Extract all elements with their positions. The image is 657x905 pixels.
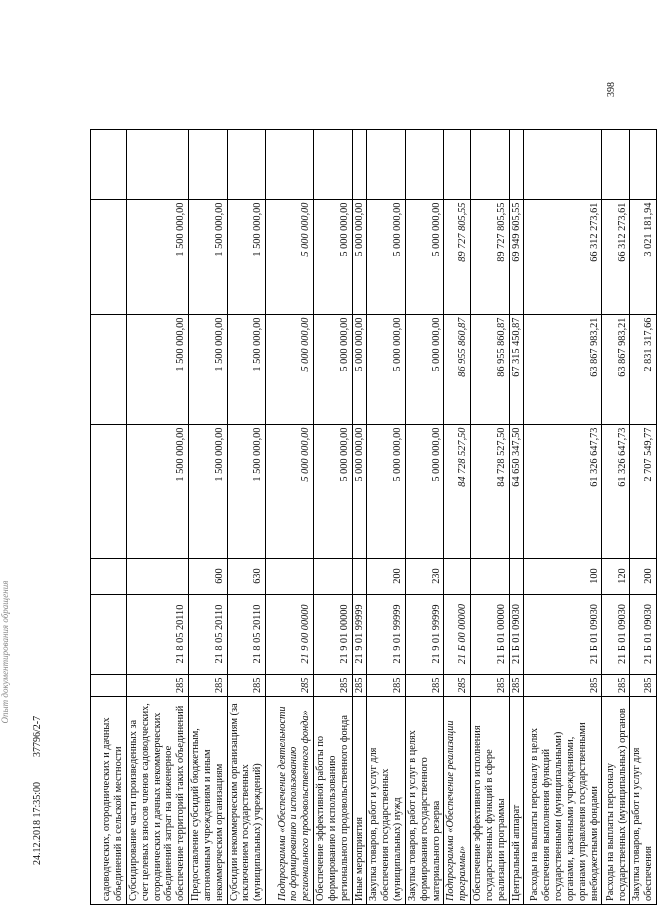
row-name-cell: Подпрограмма «Обеспечение реализации программы»: [444, 697, 471, 905]
row-amount-2019-cell: 5 000 000,00: [266, 424, 314, 558]
row-empty-cell: [405, 129, 443, 199]
row-type-cell: [444, 558, 471, 594]
row-amount-2020-cell: 67 315 450,87: [509, 314, 524, 424]
row-type-cell: 230: [405, 558, 443, 594]
row-target-cell: 21 9 01 00000: [314, 594, 352, 674]
row-empty-cell: [509, 129, 524, 199]
row-code-cell: 285: [314, 674, 352, 696]
row-type-cell: [352, 558, 367, 594]
footer-datetime: 24.12.2018 17:35:00: [32, 781, 43, 865]
row-name-cell: Субсидии некоммерческим организациям (за исключением государственных (муниципальных) учреждений): [227, 697, 265, 905]
row-amount-2019-cell: 64 650 347,50: [509, 424, 524, 558]
budget-table-body: [91, 129, 657, 904]
row-amount-2019-cell: 61 326 647,73: [524, 424, 602, 558]
row-target-cell: 21 Б 01 00000: [471, 594, 509, 674]
row-target-cell: 21 9 01 99999: [352, 594, 367, 674]
row-empty-cell: [189, 129, 227, 199]
row-empty-cell: [227, 129, 265, 199]
row-amount-2020-cell: 2 831 317,66: [630, 314, 657, 424]
row-amount-2020-cell: 5 000 000,00: [352, 314, 367, 424]
row-amount-2020-cell: 86 955 860,87: [471, 314, 509, 424]
row-code-cell: 285: [509, 674, 524, 696]
row-amount-2021-cell: 89 727 805,55: [444, 199, 471, 314]
row-target-cell: 21 8 05 20110: [127, 594, 189, 674]
table-row: [405, 129, 443, 904]
row-target-cell: [91, 594, 127, 674]
row-amount-2020-cell: 5 000 000,00: [314, 314, 352, 424]
row-code-cell: 285: [444, 674, 471, 696]
row-target-cell: 21 Б 01 09030: [602, 594, 630, 674]
row-target-cell: 21 8 05 20110: [189, 594, 227, 674]
row-empty-cell: [524, 129, 602, 199]
row-amount-2019-cell: 1 500 000,00: [189, 424, 227, 558]
row-amount-2019-cell: 5 000 000,00: [352, 424, 367, 558]
row-amount-2019-cell: 84 728 527,50: [471, 424, 509, 558]
row-amount-2020-cell: 5 000 000,00: [266, 314, 314, 424]
row-empty-cell: [630, 129, 657, 199]
row-type-cell: 120: [602, 558, 630, 594]
table-row: [127, 129, 189, 904]
table-row: [602, 129, 630, 904]
table-row: [367, 129, 405, 904]
row-name-cell: Предоставление субсидий бюджетным, автономным учреждениям и иным некоммерческим организациям: [189, 697, 227, 905]
row-amount-2020-cell: 86 955 860,87: [444, 314, 471, 424]
row-empty-cell: [367, 129, 405, 199]
table-row: [266, 129, 314, 904]
row-code-cell: [91, 674, 127, 696]
table-row: [352, 129, 367, 904]
row-amount-2021-cell: 5 000 000,00: [314, 199, 352, 314]
row-type-cell: [314, 558, 352, 594]
row-code-cell: 285: [266, 674, 314, 696]
row-amount-2019-cell: 2 707 549,77: [630, 424, 657, 558]
row-name-cell: Закупка товаров, работ и услуг для обеспечения: [630, 697, 657, 905]
row-amount-2021-cell: 66 312 273,61: [524, 199, 602, 314]
row-amount-2021-cell: 69 949 605,55: [509, 199, 524, 314]
row-amount-2019-cell: 1 500 000,00: [127, 424, 189, 558]
row-empty-cell: [91, 129, 127, 199]
row-type-cell: 630: [227, 558, 265, 594]
row-target-cell: 21 9 01 99999: [367, 594, 405, 674]
row-amount-2021-cell: 1 500 000,00: [227, 199, 265, 314]
row-name-cell: Обеспечение эффективного исполнения государственных функций в сфере реализации программы: [471, 697, 509, 905]
row-amount-2019-cell: 5 000 000,00: [405, 424, 443, 558]
row-type-cell: [509, 558, 524, 594]
row-amount-2021-cell: 5 000 000,00: [367, 199, 405, 314]
row-empty-cell: [314, 129, 352, 199]
row-code-cell: 285: [471, 674, 509, 696]
row-amount-2020-cell: 1 500 000,00: [227, 314, 265, 424]
row-type-cell: 200: [630, 558, 657, 594]
row-code-cell: 285: [189, 674, 227, 696]
table-row: [630, 129, 657, 904]
row-code-cell: 285: [227, 674, 265, 696]
row-type-cell: 600: [189, 558, 227, 594]
row-name-cell: Расходы на выплаты персоналу государственных (муниципальных) органов: [602, 697, 630, 905]
row-amount-2020-cell: 1 500 000,00: [127, 314, 189, 424]
table-row: [314, 129, 352, 904]
row-amount-2021-cell: 1 500 000,00: [127, 199, 189, 314]
row-code-cell: 285: [352, 674, 367, 696]
row-name-cell: Иные мероприятия: [352, 697, 367, 905]
row-target-cell: 21 Б 01 09030: [524, 594, 602, 674]
row-target-cell: 21 Б 01 09030: [509, 594, 524, 674]
document-stamp: Опыт документирования обращения: [0, 580, 10, 724]
row-target-cell: 21 9 00 00000: [266, 594, 314, 674]
row-target-cell: 21 Б 00 00000: [444, 594, 471, 674]
row-code-cell: 285: [127, 674, 189, 696]
row-name-cell: Закупка товаров, работ и услуг в целях формирования государственного материального резерва: [405, 697, 443, 905]
row-amount-2020-cell: 63 867 983,21: [524, 314, 602, 424]
row-target-cell: 21 9 01 99999: [405, 594, 443, 674]
row-code-cell: 285: [367, 674, 405, 696]
table-row: [471, 129, 509, 904]
row-amount-2019-cell: [91, 424, 127, 558]
row-amount-2019-cell: 1 500 000,00: [227, 424, 265, 558]
row-code-cell: 285: [524, 674, 602, 696]
row-empty-cell: [444, 129, 471, 199]
row-code-cell: 285: [630, 674, 657, 696]
row-amount-2020-cell: 1 500 000,00: [189, 314, 227, 424]
row-amount-2021-cell: 5 000 000,00: [352, 199, 367, 314]
row-type-cell: [471, 558, 509, 594]
row-type-cell: [91, 558, 127, 594]
row-name-cell: Центральный аппарат: [509, 697, 524, 905]
row-amount-2020-cell: 5 000 000,00: [367, 314, 405, 424]
table-row: [189, 129, 227, 904]
row-name-cell: Субсидирование части произведенных за счет целевых взносов членов садоводческих, огороднических и дачных некоммерческих объединений затрат на инженерное обеспечение территорий таких объединений: [127, 697, 189, 905]
footer-doc-id: 37796/2-7: [32, 715, 43, 757]
row-amount-2021-cell: [91, 199, 127, 314]
row-name-cell: Расходы на выплаты персоналу в целях обеспечения выполнения функций государственными (муниципальными) органами, казенными учреждениями, органами управления государственными внебюджетными фондами: [524, 697, 602, 905]
row-type-cell: 200: [367, 558, 405, 594]
row-amount-2020-cell: 63 867 983,21: [602, 314, 630, 424]
row-target-cell: 21 Б 01 09030: [630, 594, 657, 674]
row-empty-cell: [127, 129, 189, 199]
row-amount-2021-cell: 5 000 000,00: [266, 199, 314, 314]
row-type-cell: 100: [524, 558, 602, 594]
table-row: [227, 129, 265, 904]
row-name-cell: садоводческих, огороднических и дачных объединений в сельской местности: [91, 697, 127, 905]
row-type-cell: [266, 558, 314, 594]
row-amount-2021-cell: 3 021 181,94: [630, 199, 657, 314]
row-amount-2020-cell: 5 000 000,00: [405, 314, 443, 424]
row-empty-cell: [602, 129, 630, 199]
row-name-cell: Закупка товаров, работ и услуг для обеспечения государственных (муниципальных) нужд: [367, 697, 405, 905]
row-empty-cell: [352, 129, 367, 199]
row-empty-cell: [266, 129, 314, 199]
row-code-cell: 285: [602, 674, 630, 696]
row-amount-2019-cell: 61 326 647,73: [602, 424, 630, 558]
budget-table: [90, 129, 657, 905]
row-amount-2019-cell: 5 000 000,00: [314, 424, 352, 558]
table-row: [524, 129, 602, 904]
table-row: [444, 129, 471, 904]
row-target-cell: 21 8 05 20110: [227, 594, 265, 674]
row-name-cell: Обеспечение эффективной работы по формированию и использованию регионального продовольственного фонда: [314, 697, 352, 905]
row-amount-2021-cell: 5 000 000,00: [405, 199, 443, 314]
row-amount-2019-cell: 5 000 000,00: [367, 424, 405, 558]
row-amount-2019-cell: 84 728 527,50: [444, 424, 471, 558]
row-empty-cell: [471, 129, 509, 199]
page-number: 398: [606, 82, 617, 97]
row-amount-2021-cell: 89 727 805,55: [471, 199, 509, 314]
row-amount-2020-cell: [91, 314, 127, 424]
row-amount-2021-cell: 66 312 273,61: [602, 199, 630, 314]
row-code-cell: 285: [405, 674, 443, 696]
row-amount-2021-cell: 1 500 000,00: [189, 199, 227, 314]
row-name-cell: Подпрограмма «Обеспечение деятельности по формированию и использованию регионального продовольственного фонда»: [266, 697, 314, 905]
row-type-cell: [127, 558, 189, 594]
table-row: [509, 129, 524, 904]
table-row: [91, 129, 127, 904]
